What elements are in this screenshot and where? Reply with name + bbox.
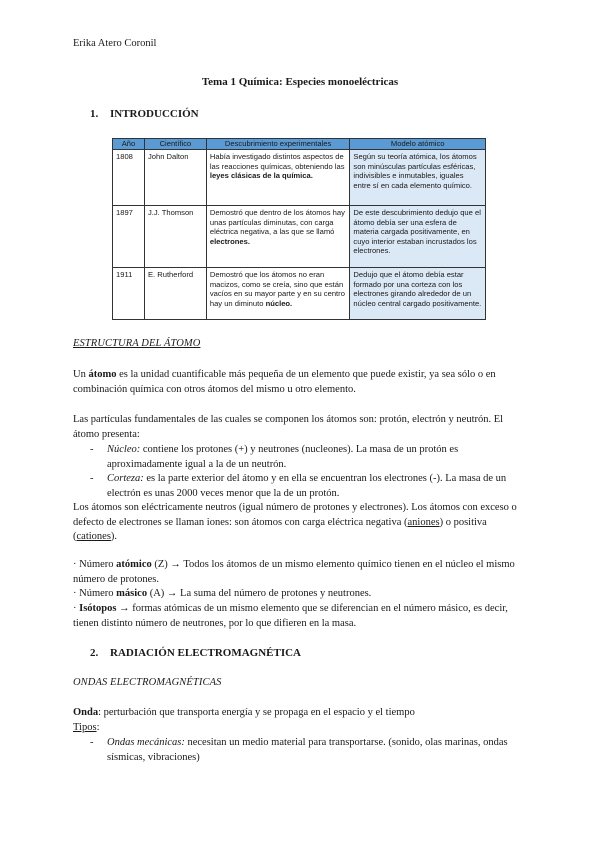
text: Los átomos son eléctricamente neutros (igual número de protones y electrones). Los átomos con exceso o defecto de electrones se llaman iones: son átomos con carga eléctrica negativa (: [73, 502, 517, 528]
definition-onda: [73, 706, 528, 721]
history-table: [112, 138, 486, 320]
discovery-text: Había investigado distintos aspectos de las reacciones químicas, obteniendo las: [209, 152, 345, 171]
discovery-cell: [206, 268, 350, 320]
list-item-corteza: [90, 472, 530, 501]
definition-isotopos: [73, 602, 528, 631]
definition-numero-masico: [73, 587, 528, 602]
list-dash: -: [90, 737, 94, 748]
text: · Número: [73, 559, 117, 570]
list-dash: -: [90, 473, 94, 484]
paragraph-particulas: Las partículas fundamentales de las cuales se componen los átomos son: protón, electrón y neutrón. El átomo presenta:: [73, 414, 504, 440]
table-header-cell: Descubrimiento experimentales: [206, 139, 350, 150]
text: ) o positiva (: [73, 516, 487, 542]
list-item-nucleo: [90, 443, 530, 472]
list-item-label: Ondas mecánicas:: [107, 737, 185, 748]
list-item-label: Núcleo:: [107, 444, 141, 455]
list-item-label: Corteza:: [107, 473, 144, 484]
year-cell: 1911: [113, 268, 145, 320]
discovery-bold-text: leyes clásicas de la química.: [209, 171, 313, 181]
term-aniones: aniones: [407, 516, 440, 528]
subheading-ondas: ONDAS ELECTROMAGNÉTICAS: [73, 677, 222, 688]
text: contiene los protones (+) y neutrones (nucleones). La masa de un protón es aproximadamente igual a la de un neutrón.: [107, 444, 459, 470]
text: · Número: [73, 588, 117, 599]
discovery-cell: [206, 150, 350, 206]
bold-term: Onda: [73, 707, 99, 718]
list-item-ondas-mecanicas: [90, 736, 530, 765]
text: es la unidad cuantificable más pequeña de un elemento que puede existir, ya sea sólo o en combinación química con otros átomos del mismo u otro elemento.: [73, 369, 496, 395]
table-row: [113, 150, 486, 206]
text: :: [96, 722, 100, 733]
discovery-bold-text: núcleo.: [265, 298, 293, 308]
model-cell: Dedujo que el átomo debía estar formado por una corteza con los electrones girando alrededor de un núcleo central cargado positivamente.: [350, 268, 486, 320]
document-title: Tema 1 Química: Especies monoeléctricas: [201, 76, 399, 88]
text: ·: [73, 603, 80, 614]
discovery-text: Demostró que dentro de los átomos hay unas partículas diminutas, con carga eléctrica negativa, a las que se llamó: [209, 208, 345, 237]
section-title: RADIACIÓN ELECTROMAGNÉTICA: [110, 647, 301, 659]
text: es la parte exterior del átomo y en ella se encuentran los electrones (-). La masa de un electrón es unas 2000 veces menor que la de un protón.: [107, 473, 507, 499]
paragraph-atomo: [73, 368, 528, 397]
subheading-estructura: ESTRUCTURA DEL ÁTOMO: [73, 338, 201, 349]
text: ).: [110, 531, 118, 542]
list-item-text: [107, 472, 530, 501]
table-header-cell: Científico: [144, 139, 206, 150]
list-item-text: [107, 736, 530, 765]
table-row: [113, 206, 486, 268]
bold-term: átomo: [88, 369, 117, 380]
text: (Z) → Todos los átomos de un mismo elemento químico tienen en el núcleo el mismo número de protones.: [73, 559, 515, 585]
label-tipos: [73, 721, 528, 736]
bold-term: Isótopos: [79, 603, 117, 614]
discovery-text: Demostró que los átomos no eran macizos, como se creía, sino que están vacíos en su mayor parte y en su centro hay un diminuto: [209, 270, 345, 308]
section-number: 1.: [90, 108, 99, 120]
text: Un: [73, 369, 89, 380]
scientist-cell: J.J. Thomson: [144, 206, 206, 268]
model-cell: Según su teoría atómica, los átomos son minúsculas partículas esféricas, indivisibles e inmutables, iguales entre sí en cada elemento químico.: [350, 150, 486, 206]
underlined-label: Tipos: [73, 722, 97, 733]
table-header-cell: Año: [113, 139, 145, 150]
table-row: [113, 268, 486, 320]
section-heading-introduccion: [90, 108, 199, 120]
year-cell: 1897: [113, 206, 145, 268]
term-cationes: cationes: [76, 531, 111, 542]
definition-numero-atomico: [73, 558, 528, 587]
model-cell: De este descubrimiento dedujo que el átomo debía ser una esfera de materia cargada positivamente, en cuyo interior estaban incrustados los electrones.: [350, 206, 486, 268]
list-dash: -: [90, 444, 94, 455]
table-header-row: [113, 139, 486, 150]
scientist-cell: E. Rutherford: [144, 268, 206, 320]
text: necesitan un medio material para transportarse. (sonido, olas marinas, ondas sísmicas, vibraciones): [107, 737, 508, 763]
discovery-cell: [206, 206, 350, 268]
text: → formas atómicas de un mismo elemento que se diferencian en el número másico, es decir, tienen distinto número de neutrones, por lo que difieren en la masa.: [73, 603, 508, 629]
scientist-cell: John Dalton: [144, 150, 206, 206]
table-header-cell: Modelo atómico: [350, 139, 486, 150]
text: : perturbación que transporta energía y se propaga en el espacio y el tiempo: [98, 707, 415, 718]
section-title: INTRODUCCIÓN: [110, 108, 199, 120]
paragraph-iones: [73, 501, 528, 545]
list-item-text: [107, 443, 530, 472]
text: (A) → La suma del número de protones y neutrones.: [147, 588, 372, 599]
discovery-bold-text: electrones.: [209, 236, 250, 246]
year-cell: 1808: [113, 150, 145, 206]
section-number: 2.: [90, 647, 99, 659]
bold-term: másico: [116, 588, 148, 599]
bold-term: atómico: [116, 559, 152, 570]
section-heading-radiacion: [90, 647, 301, 659]
author-name: Erika Atero Coronil: [73, 38, 157, 49]
